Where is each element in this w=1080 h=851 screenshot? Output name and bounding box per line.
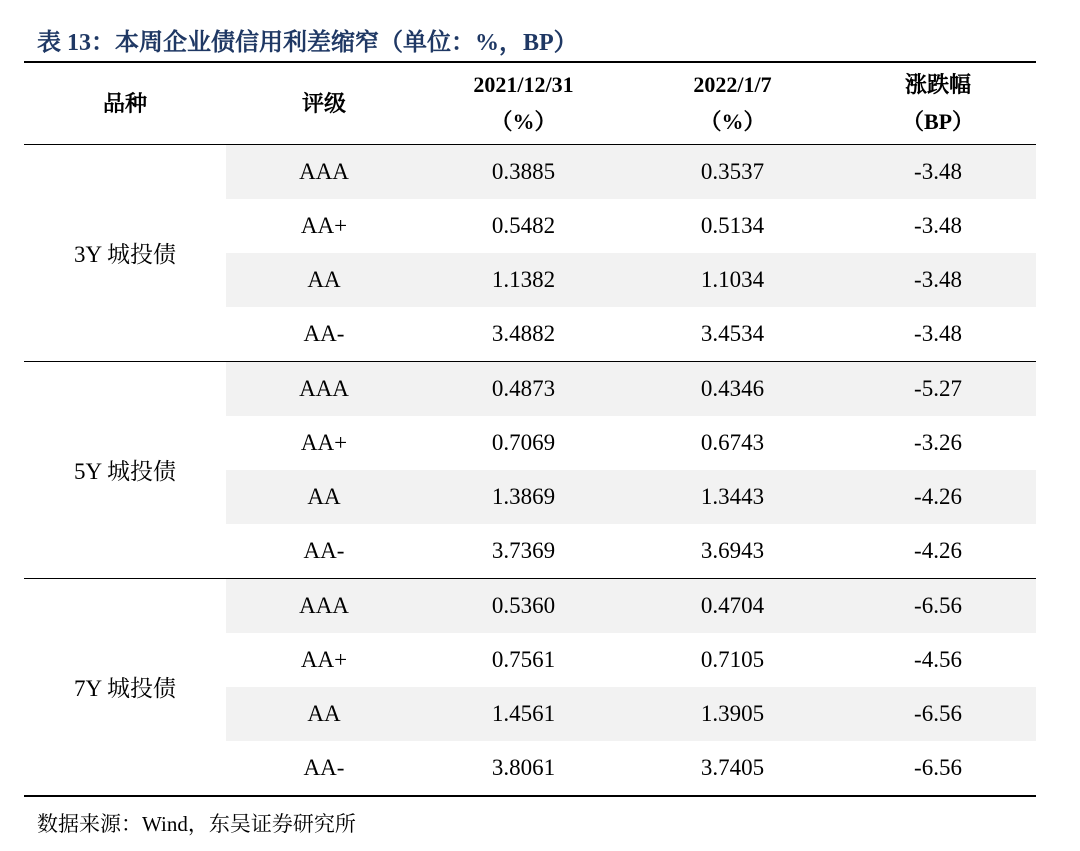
header-row (24, 62, 1036, 144)
value-2022-cell: 0.7105 (700, 646, 765, 672)
group-5y (24, 361, 1036, 578)
header-date2-label: 2022/1/7 (693, 72, 772, 98)
value-2022-cell: 0.4704 (625, 578, 840, 633)
change-cell: -6.56 (840, 687, 1036, 741)
value-2021-cell: 0.3885 (422, 144, 625, 199)
table-header (24, 62, 1036, 144)
rating-cell: AA+ (300, 429, 348, 455)
rating-cell: AA (226, 470, 422, 524)
value-2022-cell: 3.4534 (700, 320, 765, 346)
table-row (24, 578, 1036, 633)
group-7y (24, 578, 1036, 796)
change-cell: -6.56 (914, 754, 962, 780)
header-date1-unit: （%） (490, 109, 557, 135)
rating-cell: AAA (226, 361, 422, 416)
change-cell: -4.26 (840, 470, 1036, 524)
rating-cell: AA (226, 687, 422, 741)
group-label-7y: 7Y 城投债 (24, 578, 226, 796)
change-cell: -3.48 (914, 212, 962, 238)
value-2021-cell: 3.8061 (491, 754, 556, 780)
rating-cell: AA+ (300, 212, 348, 238)
value-2022-cell: 0.5134 (700, 212, 765, 238)
rating-cell: AA- (303, 537, 345, 563)
change-cell: -4.26 (914, 537, 962, 563)
rating-cell: AA- (303, 320, 345, 346)
source-note: 数据来源：Wind，东吴证券研究所 (37, 812, 356, 836)
value-2022-cell: 0.6743 (700, 429, 765, 455)
header-date2 (625, 62, 840, 144)
header-change (840, 62, 1036, 144)
change-cell: -3.48 (840, 144, 1036, 199)
value-2021-cell: 1.3869 (422, 470, 625, 524)
table-title: 表 13：本周企业债信用利差缩窄（单位：%，BP） (37, 30, 578, 56)
value-2021-cell: 3.7369 (491, 537, 556, 563)
rating-cell: AA (226, 253, 422, 307)
rating-cell: AAA (226, 578, 422, 633)
header-change-unit: （BP） (901, 109, 975, 135)
value-2021-cell: 0.7561 (491, 646, 556, 672)
header-variety (24, 62, 226, 144)
header-change-label: 涨跌幅 (904, 72, 971, 98)
group-3y (24, 144, 1036, 361)
change-cell: -4.56 (914, 646, 962, 672)
value-2022-cell: 0.4346 (625, 361, 840, 416)
header-date2-unit: （%） (699, 109, 766, 135)
value-2022-cell: 1.3905 (625, 687, 840, 741)
rating-cell: AA- (303, 754, 345, 780)
value-2021-cell: 1.1382 (422, 253, 625, 307)
rating-cell: AA+ (300, 646, 348, 672)
change-cell: -3.48 (914, 320, 962, 346)
header-rating (226, 62, 422, 144)
rating-cell: AAA (226, 144, 422, 199)
spread-table-container (24, 61, 1036, 797)
value-2021-cell: 1.4561 (422, 687, 625, 741)
change-cell: -3.26 (914, 429, 962, 455)
value-2022-cell: 0.3537 (625, 144, 840, 199)
value-2022-cell: 1.1034 (625, 253, 840, 307)
value-2021-cell: 3.4882 (491, 320, 556, 346)
change-cell: -6.56 (840, 578, 1036, 633)
value-2021-cell: 0.4873 (422, 361, 625, 416)
header-rating-label: 评级 (301, 90, 346, 116)
change-cell: -5.27 (840, 361, 1036, 416)
header-date1-label: 2021/12/31 (473, 72, 574, 98)
value-2022-cell: 3.6943 (700, 537, 765, 563)
group-label-3y: 3Y 城投债 (24, 144, 226, 361)
value-2021-cell: 0.7069 (491, 429, 556, 455)
spread-table (24, 61, 1036, 797)
header-variety-label: 品种 (102, 90, 147, 116)
value-2022-cell: 3.7405 (700, 754, 765, 780)
table-row (24, 144, 1036, 199)
table-row (24, 361, 1036, 416)
header-date1 (422, 62, 625, 144)
change-cell: -3.48 (840, 253, 1036, 307)
value-2021-cell: 0.5482 (491, 212, 556, 238)
value-2022-cell: 1.3443 (625, 470, 840, 524)
value-2021-cell: 0.5360 (422, 578, 625, 633)
group-label-5y: 5Y 城投债 (24, 361, 226, 578)
